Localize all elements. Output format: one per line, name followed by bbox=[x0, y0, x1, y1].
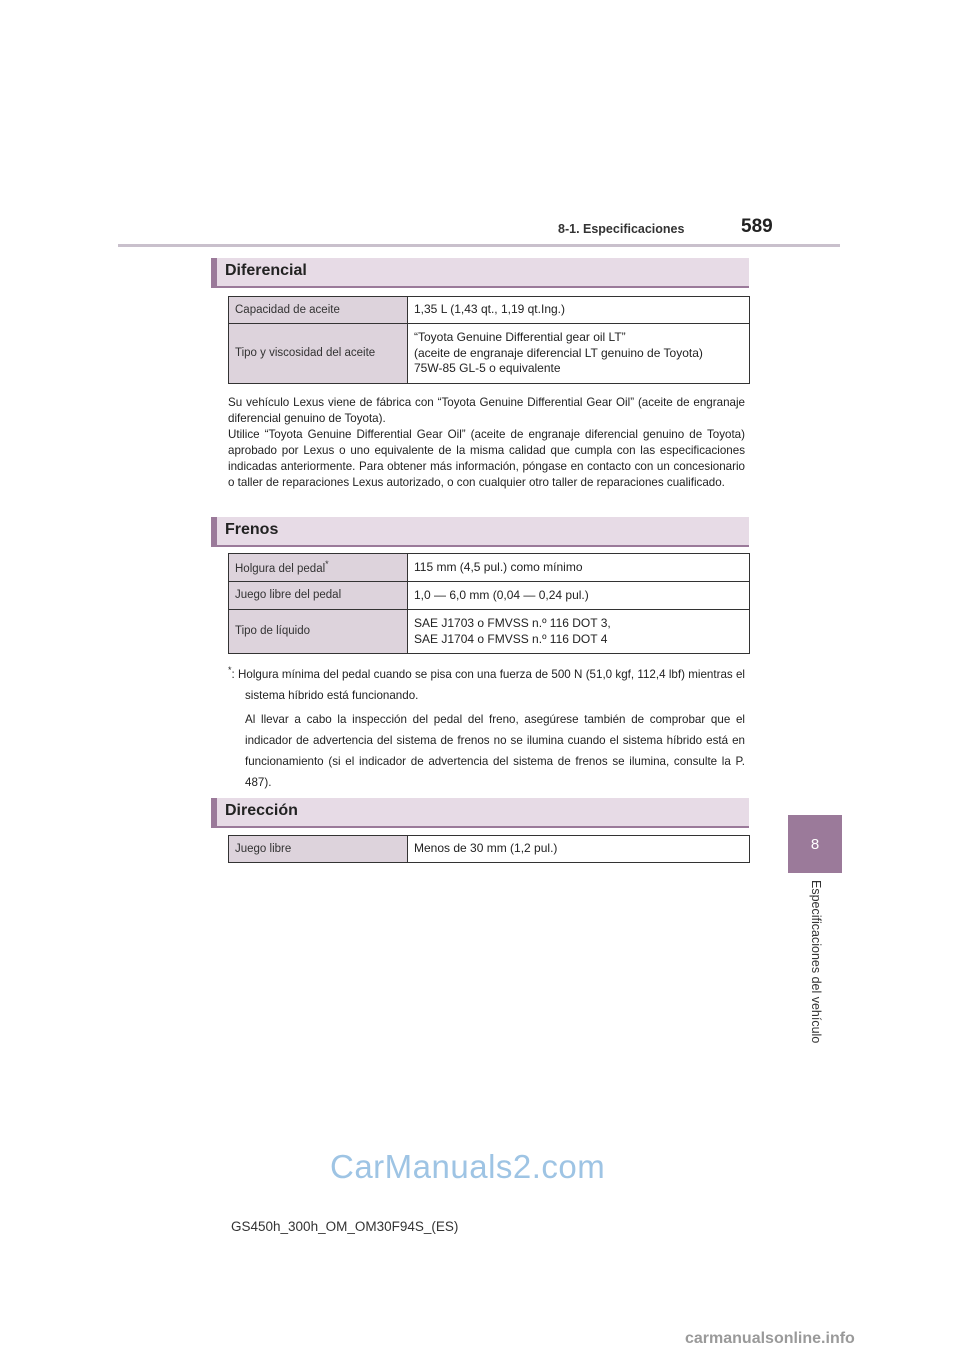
spec-value-line: (aceite de engranaje diferencial LT genuino de Toyota) bbox=[414, 345, 703, 360]
table-row bbox=[229, 324, 750, 384]
section-header-direccion bbox=[211, 798, 749, 828]
table-row bbox=[229, 836, 750, 863]
frenos-table bbox=[228, 553, 750, 654]
watermark-secondary: carmanualsonline.info bbox=[685, 1330, 855, 1347]
spec-key: Tipo y viscosidad del aceite bbox=[229, 324, 408, 384]
header-rule bbox=[118, 244, 840, 247]
paragraph: Utilice “Toyota Genuine Differential Gear Oil” (aceite de engranaje diferencial genuino de Toyota) aprobado por Lexus o uno equivalente de la misma calidad que cumpla con las especificaciones indicadas anteriormente. Para obtener más información, póngase en contacto con un concesionario o taller de reparaciones Lexus autorizado, o con cualquier otro taller de reparaciones cualificado. bbox=[228, 428, 745, 489]
diferencial-text bbox=[228, 395, 745, 491]
spec-key: Juego libre del pedal bbox=[229, 582, 408, 610]
spec-value: 1,0 — 6,0 mm (0,04 — 0,24 pul.) bbox=[408, 582, 750, 610]
section-title: Diferencial bbox=[225, 262, 307, 279]
spec-key-label: Holgura del pedal bbox=[235, 562, 326, 575]
spec-value-line: SAE J1703 o FMVSS n.º 116 DOT 3, bbox=[414, 615, 611, 630]
spec-value-line: “Toyota Genuine Differential gear oil LT” bbox=[414, 330, 626, 345]
footnote-extra: Al llevar a cabo la inspección del pedal del freno, asegúrese también de comprobar que el indicador de advertencia del sistema de frenos no se ilumina cuando el sistema híbrido está en funcionamiento (si el indicador de advertencia del sistema de frenos se ilumina, consulte la P. 487). bbox=[245, 712, 745, 789]
diferencial-table bbox=[228, 296, 750, 384]
direccion-table bbox=[228, 835, 750, 863]
section-title: Frenos bbox=[225, 521, 279, 538]
footnote-text: : Holgura mínima del pedal cuando se pisa con una fuerza de 500 N (51,0 kgf, 112,4 lbf) mientras el sistema híbrido está funcionando. bbox=[231, 667, 745, 702]
chapter-side-label bbox=[806, 880, 826, 1060]
spec-value-line: SAE J1704 o FMVSS n.º 116 DOT 4 bbox=[414, 631, 608, 646]
section-heading: 8-1. Especificaciones bbox=[558, 222, 685, 236]
paragraph: Su vehículo Lexus viene de fábrica con “Toyota Genuine Differential Gear Oil” (aceite de engranaje diferencial genuino de Toyota). bbox=[228, 396, 745, 425]
footnote bbox=[228, 660, 745, 706]
spec-value: 1,35 L (1,43 qt., 1,19 qt.Ing.) bbox=[408, 297, 750, 324]
chapter-label: Especificaciones del vehículo bbox=[809, 880, 823, 1044]
table-row bbox=[229, 582, 750, 610]
spec-value bbox=[408, 610, 750, 654]
spec-value: 115 mm (4,5 pul.) como mínimo bbox=[408, 554, 750, 582]
spec-key: Capacidad de aceite bbox=[229, 297, 408, 324]
table-row bbox=[229, 554, 750, 582]
frenos-footnote bbox=[228, 660, 745, 793]
spec-key: Tipo de líquido bbox=[229, 610, 408, 654]
footnote-mark: * bbox=[325, 558, 329, 569]
spec-value bbox=[408, 324, 750, 384]
spec-key bbox=[229, 554, 408, 582]
spec-value: Menos de 30 mm (1,2 pul.) bbox=[408, 836, 750, 863]
watermark: CarManuals2.com bbox=[330, 1148, 606, 1185]
footnote-mark: * bbox=[228, 665, 232, 675]
chapter-tab bbox=[788, 815, 842, 873]
page-number: 589 bbox=[741, 216, 773, 237]
table-row bbox=[229, 610, 750, 654]
section-header-frenos bbox=[211, 517, 749, 547]
section-title: Dirección bbox=[225, 802, 298, 819]
table-row bbox=[229, 297, 750, 324]
spec-value-line: 75W-85 GL-5 o equivalente bbox=[414, 361, 561, 376]
spec-key: Juego libre bbox=[229, 836, 408, 863]
chapter-number: 8 bbox=[810, 835, 820, 853]
document-code: GS450h_300h_OM_OM30F94S_(ES) bbox=[231, 1219, 459, 1234]
section-header-diferencial bbox=[211, 258, 749, 288]
